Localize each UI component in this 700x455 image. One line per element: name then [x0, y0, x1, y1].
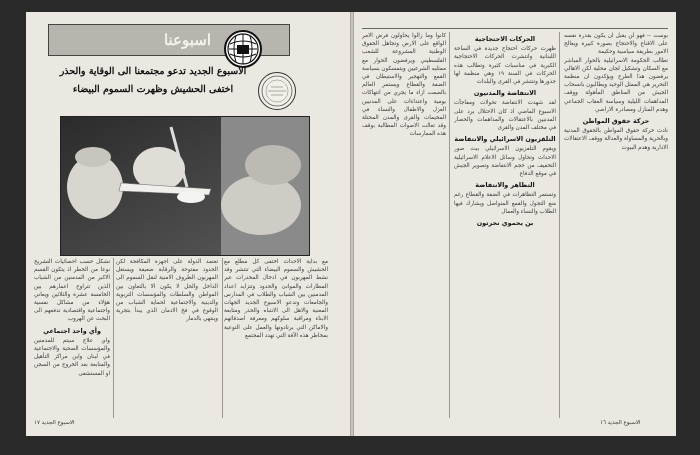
circular-stamp-icon: [258, 72, 296, 110]
author-signature: بن يحموي نحرتون: [476, 219, 534, 228]
section-heading-protest: الحركات الاحتجاجية: [474, 35, 536, 43]
left-page-column-right: مع بداية الاحداث اختفى كل مطلع مع الحشيش والسموم البيضاء التي تنتشر وقد نشط المهربون في ادخال المخدرات عبر المطارات والموانئ والحدود وتتزايد اعداد المدمنين بين الشباب والطلاب في المدارس والجامعات وتدعو الاسبوع الجديد الجهات المعنية والاهل الى الانتباه والحذر ومتابعة الابناء ومراقبة سلوكهم ومعرفة اصدقائهم والاماكن التي يرتادونها والعمل على التوعية بمخاطر هذه الآفة التي تهدد المجتمع: [224, 259, 328, 339]
section-heading-tv: التلفزيون الاسرائيلي والانتفاضة: [454, 135, 556, 144]
globe-logo-icon: [224, 30, 262, 68]
left-page-column-middle: تعتمد الدولة على اجهزة المكافحة لكن الحدود مفتوحة والرقابة ضعيفة ويستغل المهربون الظروف الامنية لنقل السموم الى الداخل والحل لا يكون الا بالتعاون بين المواطن والسلطات والمؤسسات التربوية والدينية والاجتماعية لحماية الشباب من الوقوع في فخ الادمان الذي يبدأ بتجربة وينتهي بالدمار: [116, 259, 218, 323]
right-page-footer: الاسبوع الجديد ١٦: [600, 420, 641, 426]
masthead-logo-text: اسبوعنا: [163, 31, 211, 49]
left-page-column-left: تشكل حسب احصائيات التشريح نوعا من الخطر اذ يتكون القسم الاكبر من المدمنين من الشباب الذين تتراوح اعمارهم بين الخامسة عشرة والثلاثين ويعاني هؤلاء من مشاكل نفسية واجتماعية واقتصادية تدفعهم الى البحث عن الهروب وأي واحد اجتماعي واي علاج سيتم للمدمنين والمؤسسات الصحية والاجتماعية في لبنان واين مراكز التأهيل والمتابعة بعد الخروج من السجن او المستشفى: [34, 259, 110, 377]
right-page-column-left: كانوا وما زالوا يحاولون فرض الامر الواقع على الارض وتجاهل الحقوق الوطنية المشروعة للشعب الفلسطيني ويرفضون الحوار مع ممثليه الشرعيين ويتمسكون بسياسة القمع والتهجير والاستيطان في الضفة والقطاع ويستمر العالم بالصمت ازاء ما يجري من انتهاكات يومية واعتداءات على المدنيين العزل والاطفال والنساء في المخيمات والقرى والمدن المحتلة وقد تعالت الاصوات المطالبة بوقف هذه الممارسات: [362, 33, 446, 138]
subheading: وأي واحد اجتماعي: [43, 326, 101, 335]
right-page-column-right: بوست -- فهو لن يقبل ان يكون بقدرة نفسه على الاقناع والاحتجاج بصورة كبيرة ويعالج الامور بطريقة سياسية وحكيمة تطالب الحكومة الاسرائيلية بالحوار المباشر مع السكان وتشكيل لجان محلية لكن الاهالي يرفضون هذا الطرح ويؤكدون ان منظمة التحرير هي الممثل الوحيد ويطالبون بانسحاب الجيش من المناطق المأهولة ووقف المداهمات الليلية وسياسة العقاب الجماعي وهدم المنازل ومصادرة الاراضي حركة حقوق المواطن نادت حركة حقوق المواطن بالحقوق المدنية وبالحرية والمساواة والعدالة ووقف الاعتقالات الادارية وهدم البيوت: [564, 33, 668, 151]
article-photo: [60, 116, 310, 256]
left-page-footer: الاسبوع الجديد ١٧: [34, 420, 75, 426]
right-page-column-middle: الحركات الاحتجاجية ظهرت حركات احتجاج جديدة في الساحة اللبنانية وانتشرت الحركات الاحتجاجية الكبرية في مناسبات كثيرة وتطالب هذه الحركات في السنة ١٩ وهي منظمة لها جذورها وتنتشر في القرى والبلدات الانتفاضة والمدنيون لقد شهدت الانتفاضة تحولات ومفاجآت الاسبوع الماضي اذ كان الاحتلال يرد على المدنيين بالاعتقالات والمداهمات والحصار في مختلف المدن والقرى التلفزيون الاسرائيلي والانتفاضة ويقوم التلفزيون الاسرائيلي ببث صور الاحداث وتحاول وسائل الاعلام الاسرائيلية التخفيف من حجم الانتفاضة وتصوير الجيش في موقع الدفاع التظاهر والانتفاضة وتستمر التظاهرات في الضفة والقطاع رغم منع التجول والقمع المتواصل ويشارك فيها الطلاب والنساء والعمال بن يحموي نحرتون: [454, 35, 556, 228]
section-heading-civilians: الانتفاضة والمدنيون: [473, 89, 537, 98]
section-heading-citizen-rights: حركة حقوق المواطن: [582, 117, 650, 126]
headline-line-1: الاسبوع الجديد تدعو مجتمعنا الى الوقاية والحذر: [59, 66, 247, 77]
headline-line-2: اختفى الحشيش وظهرت السموم البيضاء: [72, 84, 234, 95]
section-heading-demonstration: التظاهر والانتفاضة: [475, 181, 535, 190]
